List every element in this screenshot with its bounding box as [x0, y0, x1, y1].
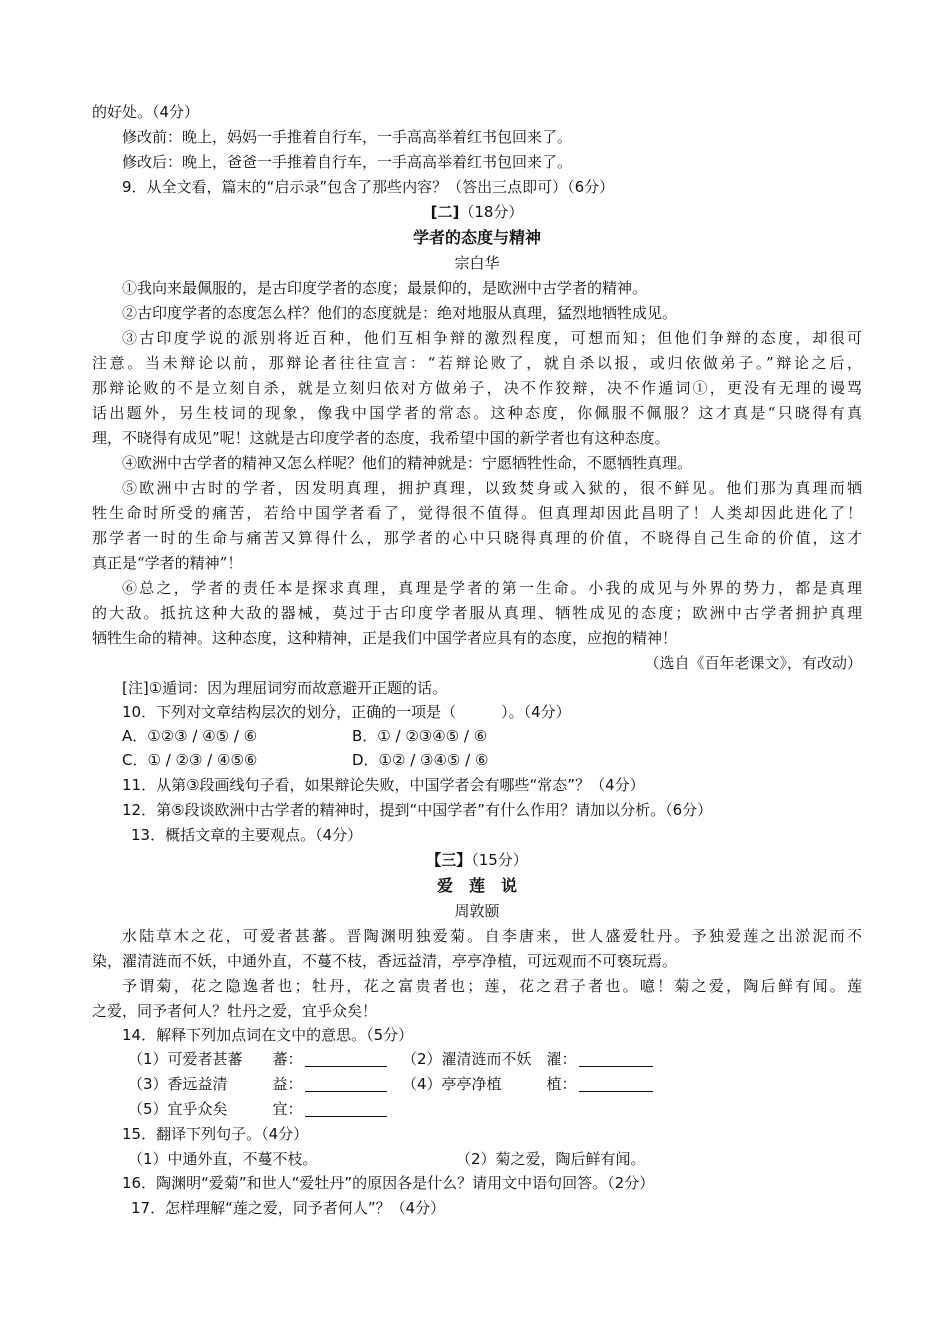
- option-a: A．①②③ / ④⑤ / ⑥: [122, 727, 258, 745]
- q14-item-3: （3）香远益清 益：: [128, 1073, 387, 1095]
- article-author: 宗白华: [454, 254, 500, 272]
- question-12: 12．第⑤段谈欧洲中古学者的精神时，提到“中国学者”有什么作用？请加以分析。（6分）: [122, 801, 713, 819]
- question-14-row-3: [122, 1098, 862, 1122]
- paragraph-5-line-3: 那学者一时的生命与痛苦又算得什么，那学者的心中只晓得真理的价值，不晓得自己生命的价值，这才: [92, 529, 862, 547]
- question-11: 11．从第③段画线句子看，如果辩论失败，中国学者会有哪些“常态”？（4分）: [122, 776, 645, 794]
- poem-author: 周敦颐: [454, 902, 500, 920]
- q14-blank-4[interactable]: [579, 1075, 653, 1092]
- part3-bracket: 【三】: [426, 851, 472, 869]
- question-15-items: [122, 1148, 862, 1170]
- paragraph-3-line-1: ③古印度学说的派别将近百种，他们互相争辩的激烈程度，可想而知；但他们争辩的态度，却很可: [122, 329, 862, 347]
- after-revision: 修改后：晚上，爸爸一手推着自行车，一手高高举着红书包回来了。: [122, 153, 573, 171]
- source-note: （选自《百年老课文》，有改动）: [644, 654, 862, 672]
- q14-blank-2[interactable]: [579, 1050, 653, 1067]
- q15-item-1: （1）中通外直，不蔓不枝。: [128, 1150, 318, 1168]
- paragraph-4: ④欧洲中古学者的精神又怎么样呢？他们的精神就是：宁愿牺牲性命，不愿牺牲真理。: [122, 454, 693, 472]
- q14-item-1: （1）可爱者甚蕃 蕃：: [128, 1048, 387, 1070]
- paragraph-5-line-2: 牲生命时所受的痛苦，若给中国学者看了，觉得很不值得。但真理却因此昌明了！人类却因此进化了！: [92, 504, 862, 522]
- q14-blank-3[interactable]: [305, 1075, 387, 1092]
- paragraph-3-line-4: 话出题外，另生枝词的现象，像我中国学者的常态。这种态度，你佩服不佩服？这才真是“只晓得有真: [92, 404, 862, 422]
- before-revision: 修改前：晚上，妈妈一手推着自行车，一手高高举着红书包回来了。: [122, 128, 573, 146]
- question-14-row-2: [122, 1073, 862, 1097]
- option-d: D．①② / ③④⑤ / ⑥: [352, 751, 489, 769]
- footnote: [注]①遁词：因为理屈词穷而故意避开正题的话。: [122, 679, 448, 697]
- part3-header: [92, 849, 862, 871]
- question-14: 14．解释下列加点词在文中的意思。（5分）: [122, 1026, 414, 1044]
- part2-header: [92, 201, 862, 223]
- option-b: B．① / ②③④⑤ / ⑥: [352, 727, 488, 745]
- article-title: 学者的态度与精神: [412, 228, 541, 247]
- ailian-p1-line-1: 水陆草木之花，可爱者甚蕃。晋陶渊明独爱菊。自李唐来，世人盛爱牡丹。予独爱莲之出淤泥而不: [122, 927, 862, 945]
- question-10: 10．下列对文章结构层次的划分，正确的一项是（ ）。（4分）: [122, 703, 571, 721]
- paragraph-3-line-3: 那辩论败的不是立刻自杀，就是立刻归依对方做弟子，决不作狡辩，决不作遁词①，更没有无理的谩骂: [92, 379, 862, 397]
- part2-bracket: [二]: [430, 203, 460, 221]
- q14-item-2: （2）濯清涟而不妖 濯：: [402, 1048, 653, 1070]
- part3-score: （15分）: [471, 851, 528, 869]
- ailian-p1-line-2: 染，濯清涟而不妖，中通外直，不蔓不枝，香远益清，亭亭净植，可远观而不可亵玩焉。: [92, 952, 678, 970]
- q15-item-2: （2）菊之爱，陶后鲜有闻。: [456, 1150, 646, 1168]
- question-16: 16．陶渊明“爱菊”和世人“爱牡丹”的原因各是什么？请用文中语句回答。（2分）: [122, 1174, 655, 1192]
- question-9: 9．从全文看，篇末的“启示录”包含了那些内容？（答出三点即可）（6分）: [122, 178, 615, 196]
- paragraph-6-line-2: 的大敌。抵抗这种大敌的器械，莫过于古印度学者服从真理、牺牲成见的态度；欧洲中古学者拥护真理: [92, 604, 862, 622]
- question-13: 13．概括文章的主要观点。（4分）: [131, 826, 363, 844]
- question-10-options-row-1: [122, 725, 862, 747]
- question-14-row-1: [122, 1048, 862, 1072]
- poem-title: 爱 莲 说: [436, 876, 517, 895]
- paragraph-3-line-5: 理，不晓得有成见”呢！这就是古印度学者的态度，我希望中国的新学者也有这种态度。: [92, 429, 670, 447]
- part2-score: （18分）: [459, 203, 524, 221]
- paragraph-6-line-3: 牺牲生命的精神。这种态度，这种精神，正是我们中国学者应具有的态度，应抱的精神！: [92, 629, 678, 647]
- paragraph-5-line-4: 真正是“学者的精神”！: [92, 554, 243, 572]
- paragraph-2: ②古印度学者的态度怎么样？他们的态度就是：绝对地服从真理，猛烈地牺牲成见。: [122, 304, 678, 322]
- q14-item-5: （5）宜乎众矣 宜：: [128, 1098, 387, 1120]
- question-17: 17．怎样理解“莲之爱，同予者何人”？（4分）: [131, 1199, 446, 1217]
- option-c: C．① / ②③ / ④⑤⑥: [122, 751, 258, 769]
- ailian-p2-line-1: 予谓菊，花之隐逸者也；牡丹，花之富贵者也；莲，花之君子者也。噫！菊之爱，陶后鲜有闻。莲: [122, 977, 862, 995]
- q8-tail: 的好处。（4分）: [92, 103, 200, 121]
- question-15: 15．翻译下列句子。（4分）: [122, 1125, 309, 1143]
- paragraph-5-line-1: ⑤欧洲中古时的学者，因发明真理，拥护真理，以致焚身或入狱的，很不鲜见。他们那为真理而牺: [122, 479, 862, 497]
- paragraph-3-line-2: 注意。当未辩论以前，那辩论者往往宣言：“若辩论败了，就自杀以报，或归依做弟子。”辩论之后，: [92, 354, 862, 372]
- paragraph-6-line-1: ⑥总之，学者的责任本是探求真理，真理是学者的第一生命。小我的成见与外界的势力，都是真理: [122, 579, 862, 597]
- q14-blank-1[interactable]: [305, 1050, 387, 1067]
- q14-blank-5[interactable]: [305, 1100, 387, 1117]
- paragraph-1: ①我向来最佩服的，是古印度学者的态度；最景仰的，是欧洲中古学者的精神。: [122, 279, 648, 297]
- ailian-p2-line-2: 之爱，同予者何人？牡丹之爱，宜乎众矣！: [92, 1002, 378, 1020]
- question-10-options-row-2: [122, 749, 862, 771]
- q14-item-4: （4）亭亭净植 植：: [402, 1073, 653, 1095]
